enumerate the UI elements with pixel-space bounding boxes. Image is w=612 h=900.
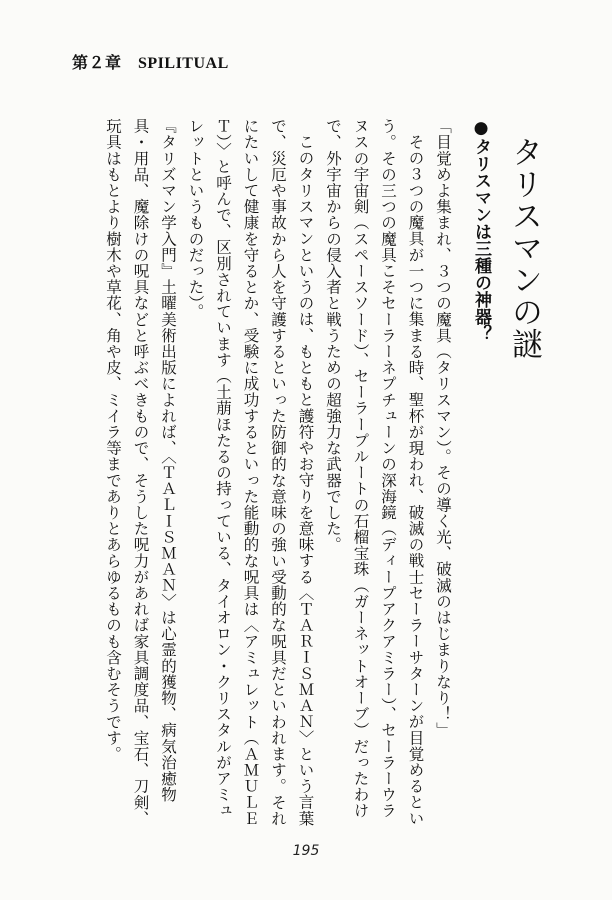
- running-head: 第２章 SPILITUAL: [72, 55, 229, 72]
- page-number: 195: [292, 843, 320, 859]
- body-paragraph-quote: 「目覚めよ集まれ、３つの魔具（タリスマン）。その導く光、破滅のはじまりなり！」: [434, 118, 452, 739]
- body-paragraph: その３つの魔具が一つに集まる時、聖杯が現われ、破滅の戦士セーラーサターンが目覚めるという。その三つの魔具こそセーラーネプチューンの深海鏡（ディープアクアミラー）、セーラーウラヌスの宇宙剣（スペースソード）、セーラープルートの石榴宝珠（ガーネットオーブ）だったわけで、外宇宙からの侵入者と戦うための超強力な武器でした。: [324, 118, 425, 826]
- body-paragraph: 『タリズマン学入門』土曜美術出版によれば、〈ＴＡＬＩＳＭＡＮ〉は心霊的獲物、病気治癒物具・用品、魔除けの呪具などと呼ぶべきもので、そうした呪力があれば家具調度品、宝石、刀剣、玩具はもとより樹木や草花、角や皮、ミイラ等までありとあらゆるものも含むそうです。: [104, 118, 177, 827]
- body-paragraph: このタリスマンというのは、もともと護符やお守りを意味する〈ＴＡＲＩＳＭＡＮ〉という言葉で、災厄や事故から人を守護するといった防御的な意味の強い受動的な呪具だといわれます。それにたいして健康を守るとか、受験に成功するといった能動的な呪具は〈アミュレット（ＡＭＵＬＥＴ）〉と呼んで、区別されています（土萠ほたるの持っている、タイオロン・クリスタルがアミュレットというものだった）。: [186, 118, 315, 827]
- vertical-text-block: [46, 118, 546, 828]
- section-subheading: ●タリスマンは三種の神器？: [471, 118, 491, 342]
- page-title: タリスマンの謎: [506, 136, 542, 360]
